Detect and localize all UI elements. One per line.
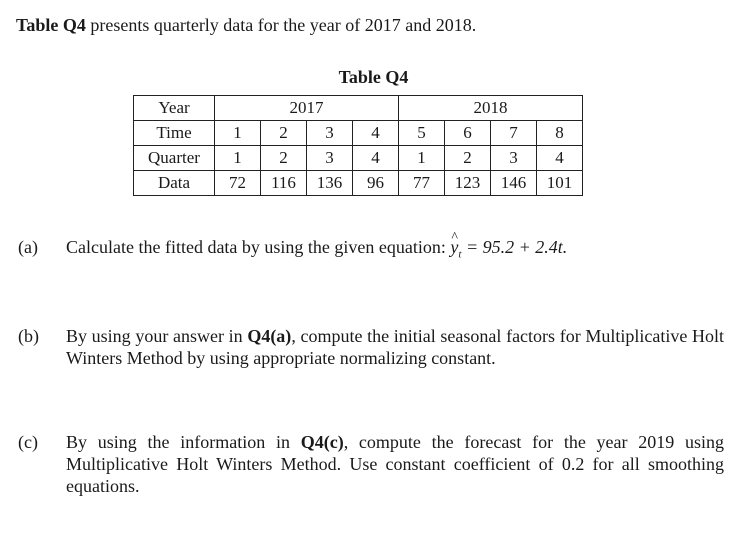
table-cell: 2: [445, 146, 491, 171]
table-row-data: [134, 171, 583, 196]
table-cell: 4: [353, 121, 399, 146]
question-b-pre: By using your answer in: [66, 326, 248, 346]
row-label: Time: [134, 121, 215, 146]
table-cell: 1: [399, 146, 445, 171]
table-cell: 6: [445, 121, 491, 146]
table-cell: 1: [215, 121, 261, 146]
intro-table-ref: Table Q4: [16, 15, 86, 35]
table-cell: 101: [537, 171, 583, 196]
question-c-pre: By using the information in: [66, 432, 301, 452]
table-cell: 7: [491, 121, 537, 146]
table-cell: 72: [215, 171, 261, 196]
table-caption: [0, 67, 735, 88]
table-cell: 136: [307, 171, 353, 196]
table-cell: 5: [399, 121, 445, 146]
table-cell: 123: [445, 171, 491, 196]
table-cell: 146: [491, 171, 537, 196]
question-b-body: [66, 325, 724, 369]
table-cell: 2: [261, 146, 307, 171]
table-cell: 3: [307, 146, 353, 171]
table-cell: 3: [307, 121, 353, 146]
year-2017: 2017: [215, 96, 399, 121]
table-row-time: [134, 121, 583, 146]
question-c-post: , compute the forecast for the year 2019 using Multiplicative Holt Winters Method. Use constant coefficient of 0.2 for all smoothing equations.: [66, 432, 725, 496]
table-cell: 1: [215, 146, 261, 171]
question-a-mark: (a): [18, 237, 38, 257]
table-cell: 4: [537, 146, 583, 171]
table-row-quarter: [134, 146, 583, 171]
table-row-year: [134, 96, 583, 121]
question-c-mark: (c): [18, 432, 38, 452]
table-caption-text: Table Q4: [338, 67, 409, 87]
eq-y-hat: ^ y: [450, 236, 458, 258]
row-label: Data: [134, 171, 215, 196]
question-b-post: , compute the initial seasonal factors for Multiplicative Holt Winters Method by using appropriate normalizing constant.: [66, 326, 725, 368]
eq-rest: = 95.2 + 2.4t.: [461, 237, 568, 257]
question-c-ref: Q4(c): [300, 432, 344, 452]
table-cell: 2: [261, 121, 307, 146]
question-a-body: [66, 236, 724, 266]
year-2018: 2018: [399, 96, 583, 121]
intro-sentence: [16, 14, 476, 36]
question-a-text: Calculate the fitted data by using the given equation:: [66, 237, 446, 257]
table-cell: 3: [491, 146, 537, 171]
year-label: Year: [134, 96, 215, 121]
table-cell: 4: [353, 146, 399, 171]
question-b-ref: Q4(a): [247, 326, 292, 346]
row-label: Quarter: [134, 146, 215, 171]
intro-text: presents quarterly data for the year of 2017 and 2018.: [85, 15, 477, 35]
eq-subscript: t: [458, 248, 462, 261]
question-c-body: [66, 431, 724, 497]
question-b-mark: (b): [18, 326, 39, 346]
table-cell: 77: [399, 171, 445, 196]
table-cell: 8: [537, 121, 583, 146]
table-cell: 96: [353, 171, 399, 196]
table-cell: 116: [261, 171, 307, 196]
data-table: [133, 95, 583, 196]
fitted-equation: [450, 237, 568, 261]
